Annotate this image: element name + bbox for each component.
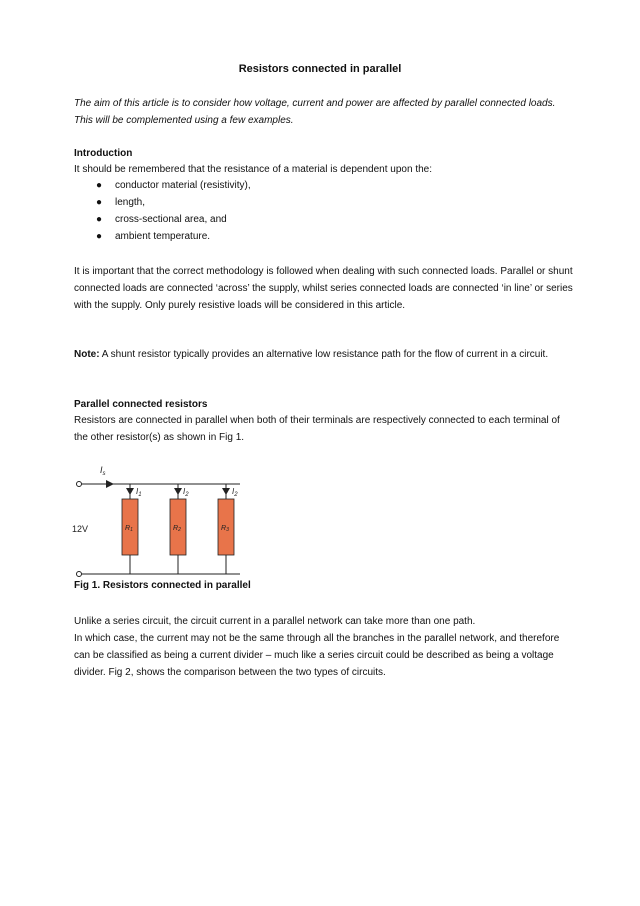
list-item: ● length,: [74, 194, 251, 211]
note-label: Note:: [74, 349, 100, 360]
negative-terminal-icon: [77, 572, 82, 577]
branch-1-current-arrow-icon: [126, 488, 134, 495]
branch-2-current-arrow-icon: [174, 488, 182, 495]
figure-caption: Fig 1. Resistors connected in parallel: [74, 580, 251, 591]
bullet-icon: ●: [96, 231, 103, 242]
methodology-paragraph: It is important that the correct methodology is followed when dealing with such connected loads. Parallel or shunt connected loads are connected ‘across’ the supply, whilst series connected loads are connected ‘in line’ or series with the supply. Only purely resistive loads will be considered in this article.: [74, 266, 573, 311]
parallel-circuit-diagram: [70, 460, 270, 582]
list-item: ● conductor material (resistivity),: [74, 177, 251, 194]
branch-3-current-label: $I_2$: [232, 487, 238, 498]
branch-2-current-label: $I_2$: [183, 487, 189, 498]
note-paragraph: [74, 346, 574, 363]
total-current-label: $I_s$: [100, 465, 106, 477]
introduction-lead: It should be remembered that the resistance of a material is dependent upon the:: [74, 164, 432, 175]
positive-terminal-icon: [77, 482, 82, 487]
supply-voltage-label: 12V: [72, 524, 89, 534]
closing-paragraph-2: In which case, the current may not be the same through all the branches in the parallel network, and therefore can be classified as being a current divider – much like a series circuit could be described as being a voltage divider. Fig 2, shows the comparison between the two types of circuits.: [74, 633, 560, 678]
document-title: Resistors connected in parallel: [238, 63, 402, 75]
note-text: A shunt resistor typically provides an alternative low resistance path for the flow of current in a circuit.: [99, 349, 549, 360]
branch-3-current-arrow-icon: [222, 488, 230, 495]
total-current-arrow-icon: [106, 480, 114, 488]
list-item: ● cross-sectional area, and: [74, 211, 251, 228]
introduction-heading: Introduction: [74, 148, 133, 159]
resistor-1-label: R1: [125, 525, 133, 533]
list-item: ● ambient temperature.: [74, 228, 251, 245]
parallel-paragraph: Resistors are connected in parallel when both of their terminals are respectively connected to each terminal of the other resistor(s) as shown in Fig 1.: [74, 415, 560, 443]
bullet-icon: ●: [96, 214, 103, 225]
branch-1-current-label: $I_1$: [136, 487, 142, 498]
closing-paragraph-1: Unlike a series circuit, the circuit current in a parallel network can take more than one path.: [74, 616, 476, 627]
bullet-icon: ●: [96, 197, 103, 208]
intro-paragraph: The aim of this article is to consider how voltage, current and power are affected by parallel connected loads. This will be complemented using a few examples.: [74, 98, 556, 126]
parallel-heading: Parallel connected resistors: [74, 399, 208, 410]
bullet-icon: ●: [96, 180, 103, 191]
resistor-3-label: R3: [221, 525, 229, 533]
resistor-2-label: R2: [173, 525, 181, 533]
resistance-factors-list: [74, 177, 251, 245]
